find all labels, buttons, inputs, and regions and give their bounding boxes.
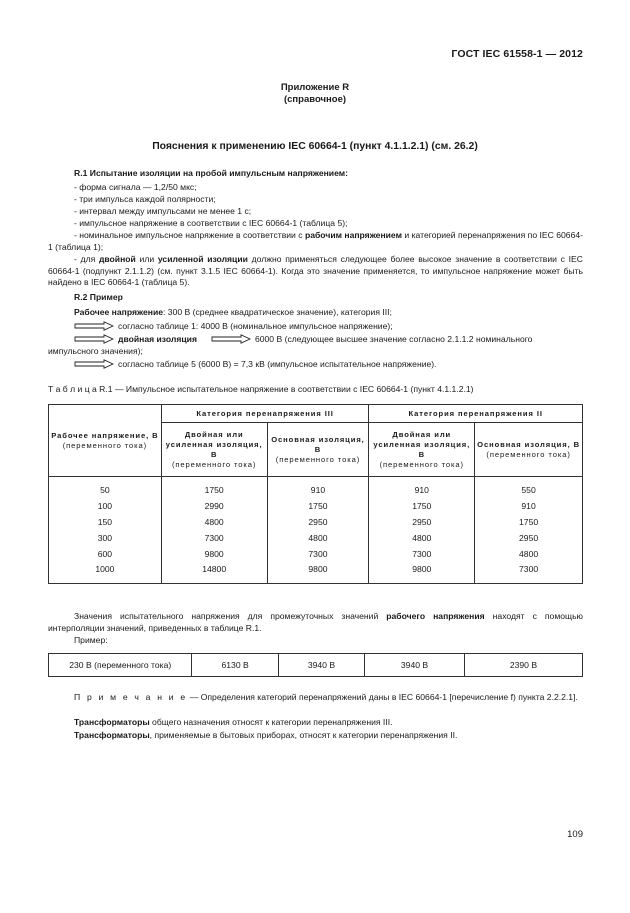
table-row: 1000 14800 9800 9800 7300	[49, 561, 583, 577]
table-row: 600 9800 7300 7300 4800	[49, 546, 583, 562]
arrow-right-icon	[74, 359, 114, 369]
list-item: - три импульса каждой полярности;	[74, 194, 216, 204]
example-table	[48, 653, 583, 677]
table-row: 300 7300 4800 4800 2950	[49, 530, 583, 546]
col-category-3: Категория перенапряжения III	[161, 405, 369, 423]
table-caption: Т а б л и ц а R.1 — Импульсное испытательное напряжение в соответствии с IEC 60664-1 (пункт 4.1.1.2.1)	[48, 384, 474, 394]
list-item-double-insulation: - для двойной или усиленной изоляции должно применяться следующее более высокое значение в соответствии с IEC 60664-1 (подпункт 2.1.1.2) (см. пункт 3.1.5 IEC 60664-1). Когда это значение применяется, то импульсное напряжение может быть найдено в IEC 60664-1 (таблица 5).	[48, 254, 583, 288]
col-basic-insulation: Основная изоляция, В (переменного тока)	[267, 423, 369, 477]
table-row: 100 2990 1750 1750 910	[49, 498, 583, 514]
list-item: - импульсное напряжение в соответствии с IEC 60664-1 (таблица 5);	[74, 218, 348, 228]
note-paragraph: П р и м е ч а н и е — Определения категорий перенапряжений даны в IEC 60664-1 [перечисление f) пункта 2.2.2.1].	[74, 692, 578, 702]
table-row: 150 4800 2950 2950 1750	[49, 514, 583, 530]
col-basic-insulation: Основная изоляция, В (переменного тока)	[475, 423, 583, 477]
arrow-right-icon	[211, 334, 251, 344]
col-working-voltage: Рабочее напряжение, В (переменного тока)	[49, 405, 162, 477]
list-item: - форма сигнала — 1,2/50 мкс;	[74, 182, 197, 192]
appendix-subtitle: (справочное)	[283, 94, 347, 105]
example-line-2-cont: импульсного значения);	[48, 346, 143, 356]
note-transformers-household: Трансформаторы, применяемые в бытовых приборах, относят к категории перенапряжения II.	[74, 730, 458, 740]
col-double-insulation: Двойная или усиленная изоляция, В (переменного тока)	[161, 423, 267, 477]
arrow-right-icon	[74, 334, 114, 344]
example-label: Пример:	[74, 635, 108, 645]
impulse-voltage-table	[48, 404, 583, 584]
working-voltage-line: Рабочее напряжение: 300 В (среднее квадратическое значение), категория III;	[74, 307, 392, 317]
example-line-1: согласно таблице 1: 4000 В (номинальное импульсное напряжение);	[74, 321, 393, 331]
note-transformers-general: Трансформаторы общего назначения относят к категории перенапряжения III.	[74, 717, 393, 727]
section-r1-heading: R.1 Испытание изоляции на пробой импульсным напряжением:	[74, 168, 348, 178]
interpolation-paragraph: Значения испытательного напряжения для промежуточных значений рабочего напряжения находят с помощью интерполяции значений, приведенных в таблице R.1.	[48, 611, 583, 633]
appendix-title: Приложение R	[280, 82, 350, 93]
page-title: Пояснения к применению IEC 60664-1 (пункт 4.1.1.2.1) (см. 26.2)	[152, 141, 478, 152]
arrow-right-icon	[74, 321, 114, 331]
list-item: - интервал между импульсами не менее 1 с;	[74, 206, 252, 216]
table-row: 50 1750 910 910 550	[49, 483, 583, 499]
example-line-3: согласно таблице 5 (6000 В) = 7,3 кВ (импульсное испытательное напряжение).	[74, 359, 437, 369]
standard-header: ГОСТ IEC 61558-1 — 2012	[451, 48, 583, 60]
example-line-2: двойная изоляция 6000 В (следующее высшее значение согласно 2.1.1.2 номинального	[74, 334, 532, 344]
table-row: 230 В (переменного тока) 6130 В 3940 В 3940 В 2390 В	[49, 654, 583, 677]
col-category-2: Категория перенапряжения II	[369, 405, 583, 423]
col-double-insulation: Двойная или усиленная изоляция, В (переменного тока)	[369, 423, 475, 477]
page-number: 109	[567, 829, 583, 840]
list-item-rated-voltage: - номинальное импульсное напряжение в соответствии с рабочим напряжением и категорией перенапряжения по IEC 60664-1 (таблица 1);	[48, 230, 583, 252]
section-r2-heading: R.2 Пример	[74, 292, 123, 302]
